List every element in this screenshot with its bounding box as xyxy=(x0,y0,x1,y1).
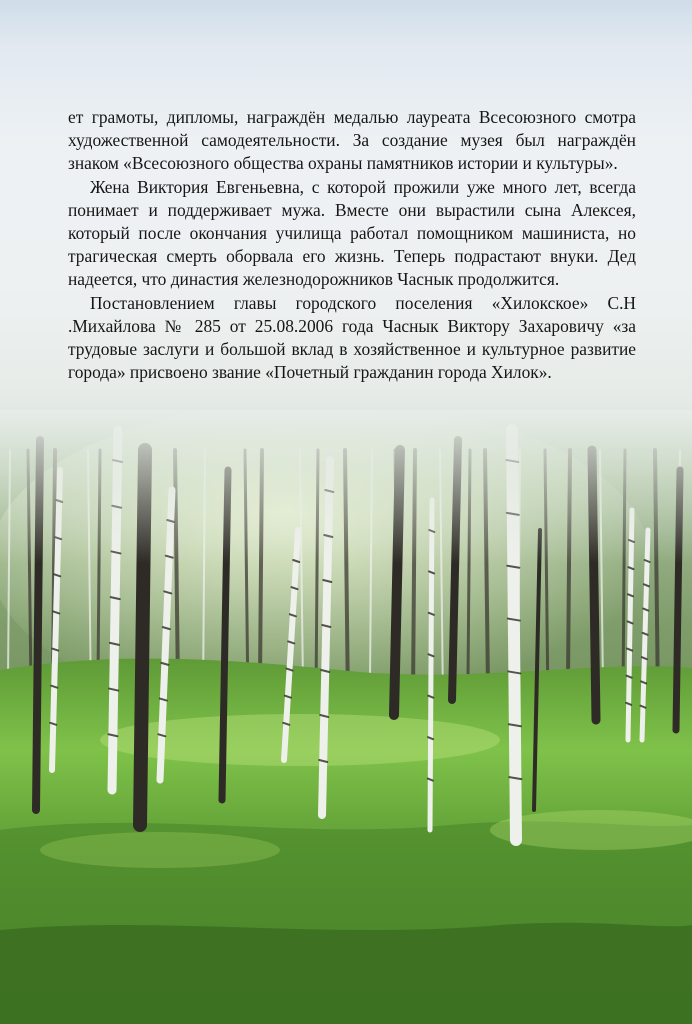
paragraph-1: ет грамоты, дипломы, награждён медалью лауреата Всесоюзного смотра художественной самодеятельности. За создание музея был награждён знаком «Всесоюзного общества охраны памятников истории и культуры». xyxy=(68,107,636,174)
birch-forest-photo xyxy=(0,410,692,1024)
article-text xyxy=(68,106,636,384)
paragraph-2: Жена Виктория Евгеньевна, с которой прожили уже много лет, всегда понимает и поддерживает мужа. Вместе они вырастили сына Алексея, который после окончания училища работал помощником машиниста, но трагическая смерть оборвала его жизнь. Теперь подрастают внуки. Дед надеется, что династия железнодорожников Часнык продолжится. xyxy=(68,176,636,290)
paragraph-3: Постановлением главы городского поселения «Хилокское» С.Н .Михайлова № 285 от 25.08.2006 года Часнык Виктору Захаровичу «за трудовые заслуги и большой вклад в хозяйственное и культурное развитие города» присвоено звание «Почетный гражданин города Хилок». xyxy=(68,292,636,383)
